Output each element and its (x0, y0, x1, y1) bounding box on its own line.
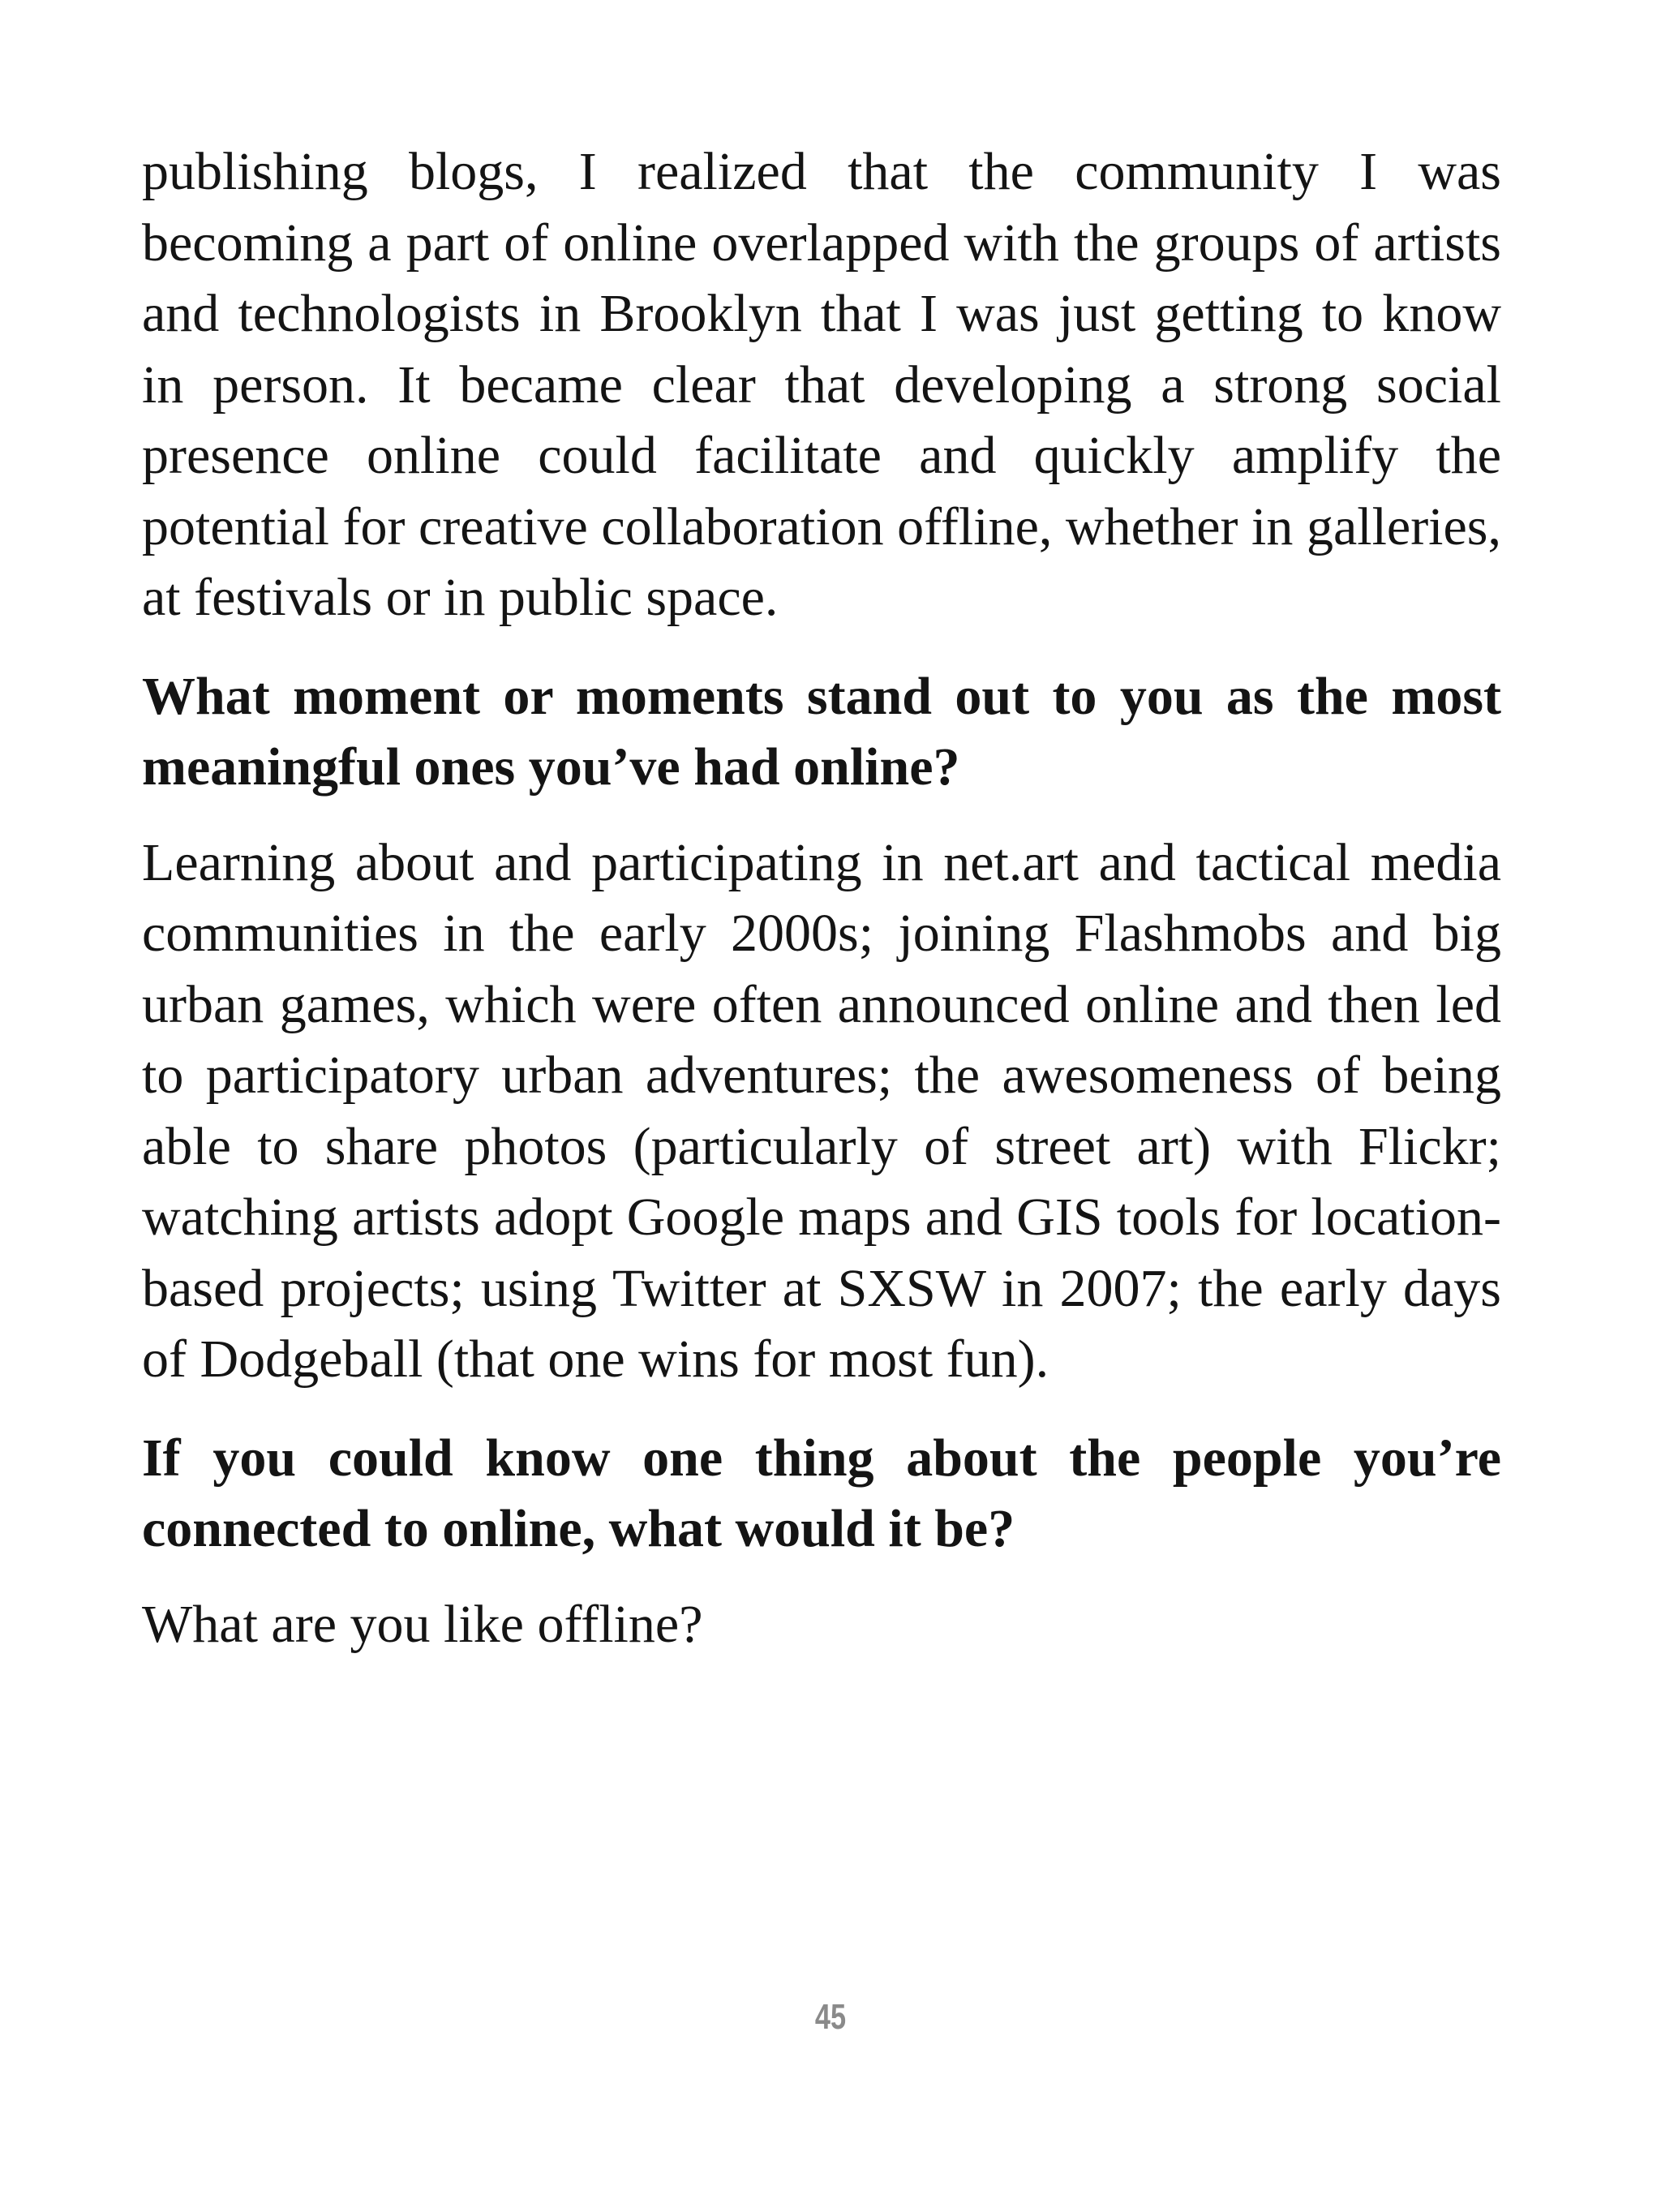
question-meaningful-moments: What moment or moments stand out to you as the most meaningful ones you’ve had online? (142, 666, 1501, 797)
answer-know-one-thing: What are you like offline? (142, 1594, 703, 1654)
page-body (142, 136, 1501, 1660)
answer-meaningful-moments: Learning about and participating in net.art and tactical media communities in the early 2000s; joining Flashmobs and big urban games, which were often announced online and then led to participatory urban adventures; the awesomeness of being able to share photos (particularly of street art) with Flickr; watching artists adopt Google maps and GIS tools for location-based projects; using Twitter at SXSW in 2007; the early days of Dodgeball (that one wins for most fun). (142, 832, 1501, 1389)
page-number: 45 (814, 1997, 847, 2037)
intro-paragraph: publishing blogs, I realized that the community I was becoming a part of online overlapped with the groups of artists and technologists in Brooklyn that I was just getting to know in person. It became clear that developing a strong social presence online could facilitate and quickly amplify the potential for creative collaboration offline, whether in galleries, at festivals or in public space. (142, 142, 1501, 627)
question-know-one-thing: If you could know one thing about the people you’re connected to online, what would it be? (142, 1428, 1501, 1558)
